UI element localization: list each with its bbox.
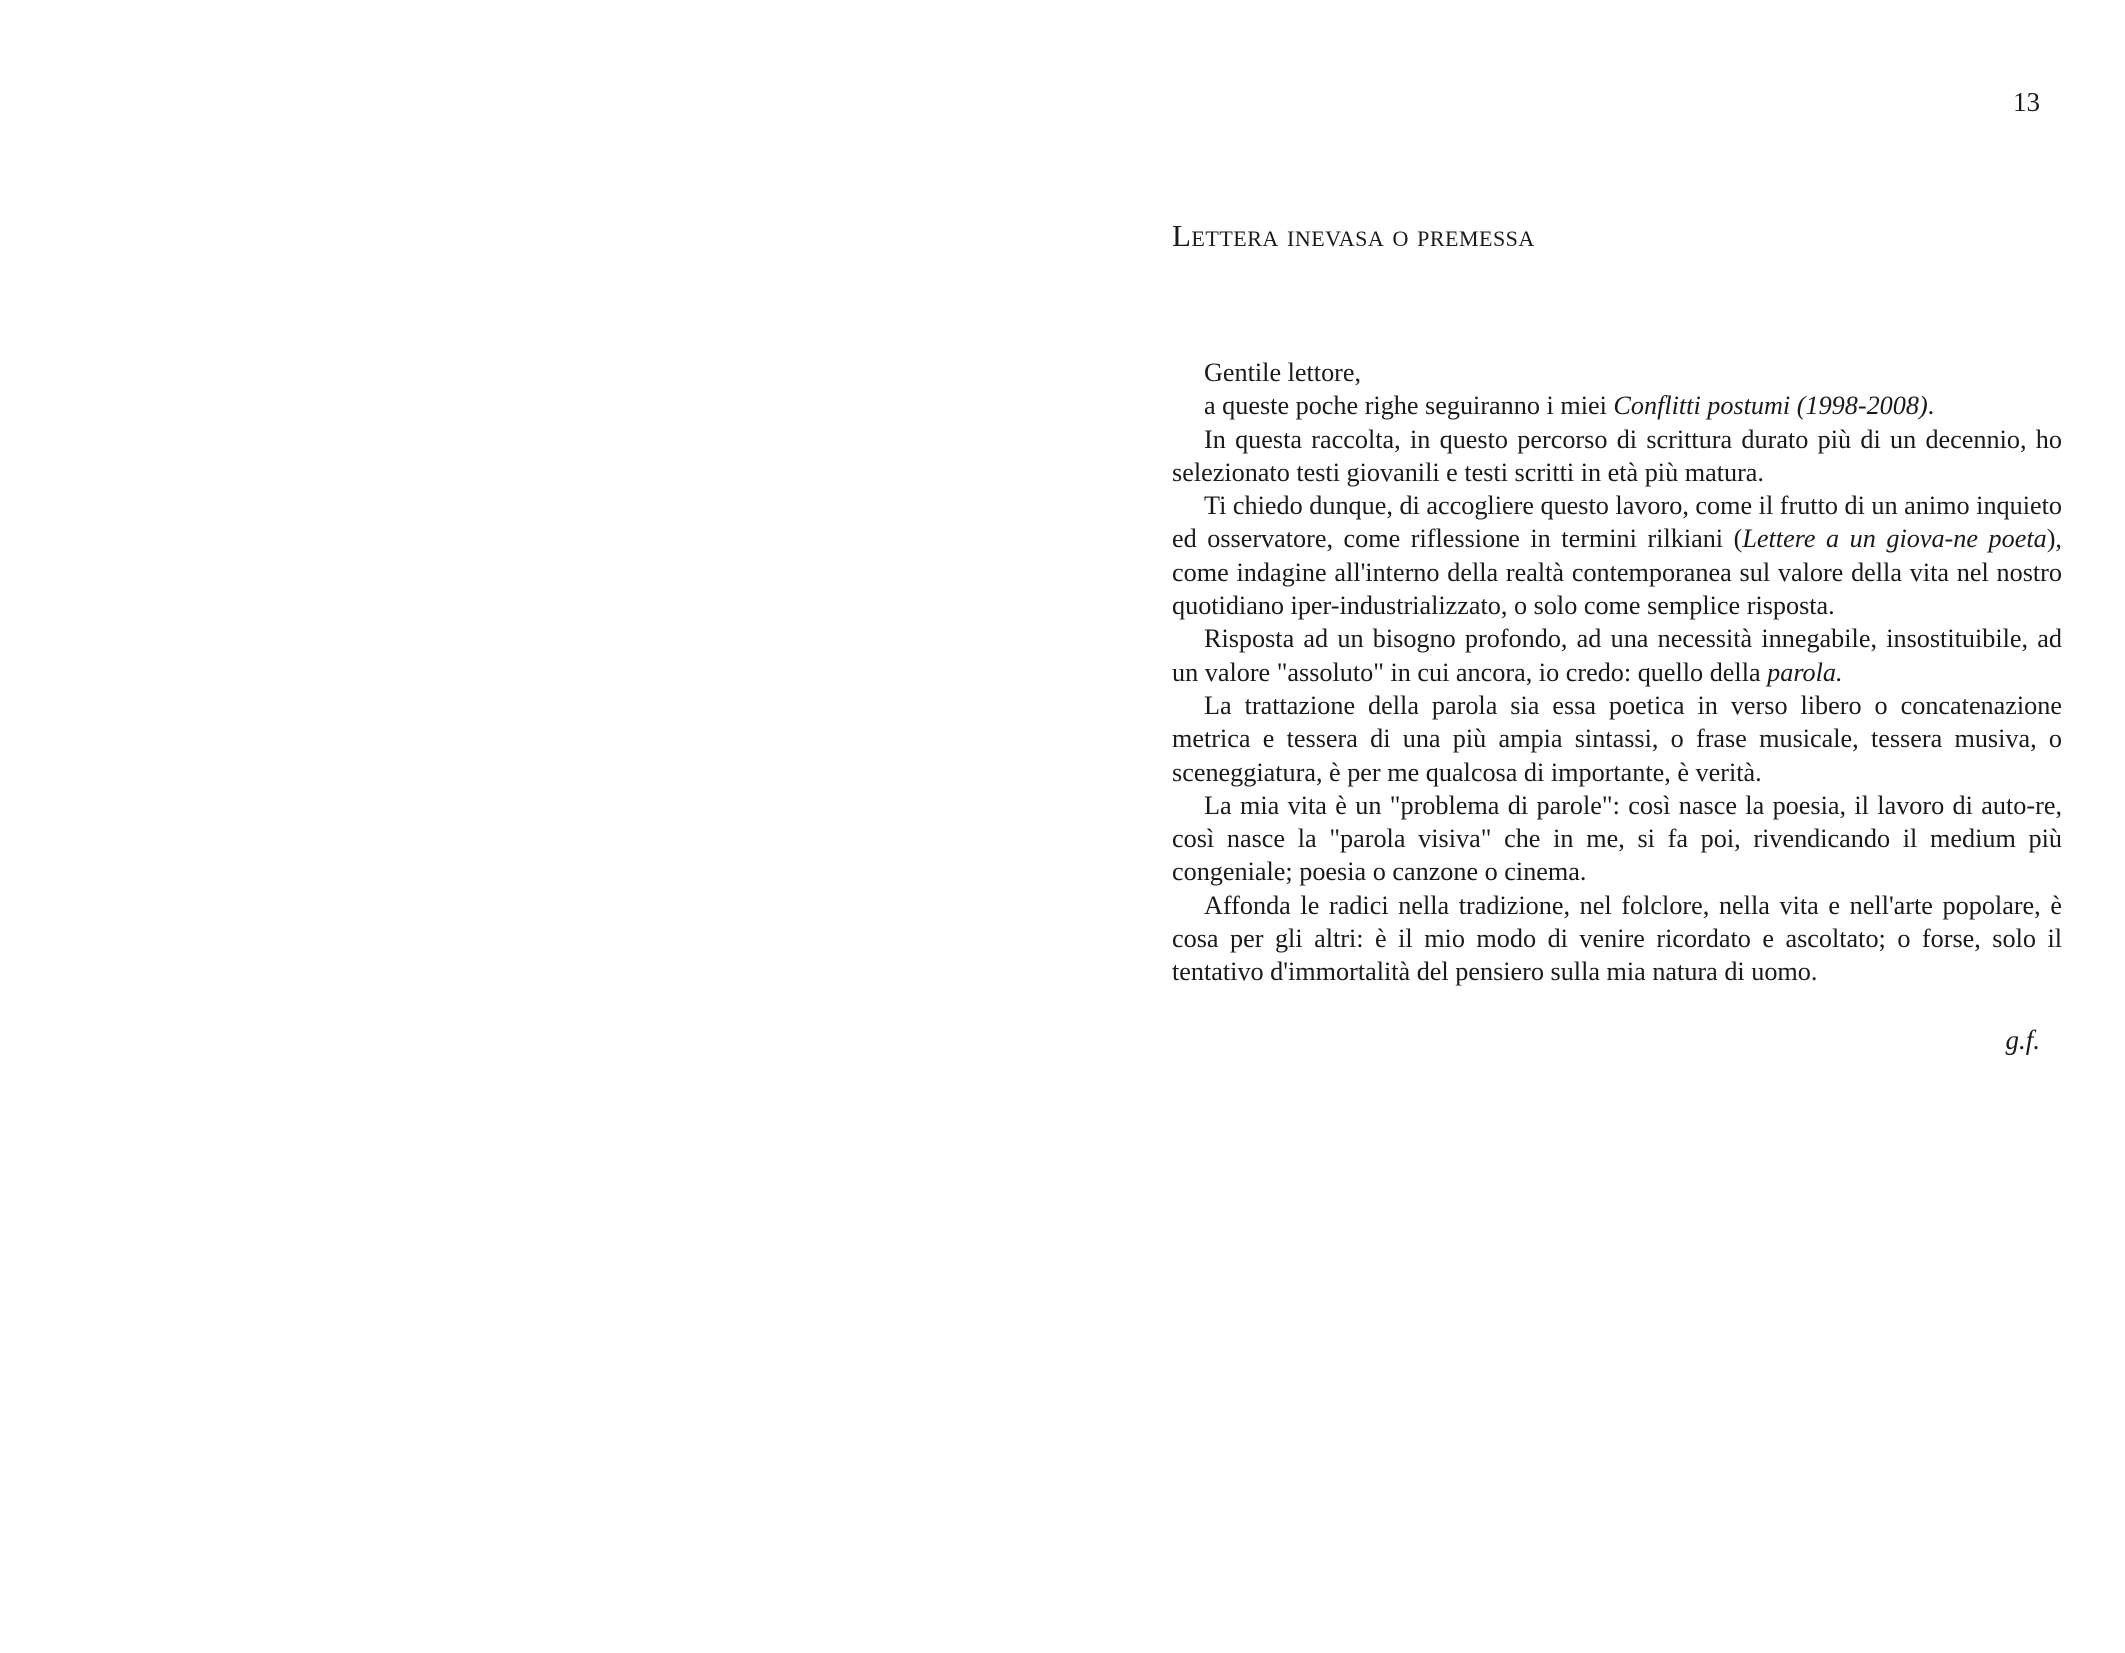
paragraph-roots <box>1172 889 2062 989</box>
paragraph-text: In questa raccolta, in questo percorso di scrittura durato più di un decennio, ho selezionato testi giovanili e testi scritti in età più matura. <box>1172 424 2062 487</box>
paragraph-response <box>1172 622 2062 689</box>
paragraph-text: La mia vita è un "problema di parole": così nasce la poesia, il lavoro di auto-re, così nasce la "parola visiva" che in me, si fa poi, rivendicando il medium più congeniale; poesia o canzone o cinema. <box>1172 790 2062 887</box>
paragraph-treatment <box>1172 689 2062 789</box>
letter-body <box>1172 356 2062 989</box>
signature-initials: g.f. <box>2005 1025 2040 1055</box>
paragraph-text: La trattazione della parola sia essa poetica in verso libero o concatenazione metrica e tessera di una più ampia sintassi, o frase musicale, tessera musiva, o sceneggiatura, è per me qualcosa di importante, è verità. <box>1172 690 2062 787</box>
page-number: 13 <box>2013 87 2040 117</box>
right-page <box>1062 0 2125 1653</box>
paragraph-text: Ti chiedo dunque, di accogliere questo lavoro, come il frutto di un animo inquieto ed osservatore, come riflessione in termini rilkiani ( <box>1172 491 2062 554</box>
paragraph-text: Affonda le radici nella tradizione, nel folclore, nella vita e nell'arte popolare, è cosa per gli altri: è il mio modo di venire ricordato e ascoltato; o forse, solo il tentativo d'immortalità del pensiero sulla mia natura di uomo. <box>1172 890 2062 987</box>
paragraph-life <box>1172 789 2062 889</box>
book-title-italic: Conflitti postumi (1998-2008) <box>1613 391 1928 421</box>
paragraph-collection <box>1172 423 2062 490</box>
paragraph-text: ), come indagine all'interno della realtà contemporanea sul valore della vita nel nostro quotidiano iper-industrializzato, o solo come semplice risposta. <box>1172 524 2062 621</box>
book-title-italic: Lettere a un giova-ne poeta <box>1742 524 2047 554</box>
paragraph-intro <box>1172 389 2062 422</box>
paragraph-request <box>1172 489 2062 622</box>
paragraph-text: . <box>1927 391 1935 421</box>
paragraph-text: Gentile lettore, <box>1204 358 1362 387</box>
paragraph-text: a queste poche righe seguiranno i miei <box>1204 391 1614 421</box>
emphasis-word: parola. <box>1767 657 1843 687</box>
chapter-title: Lettera inevasa o premessa <box>1172 218 1535 253</box>
left-page-blank <box>0 0 1062 1653</box>
paragraph-greeting <box>1172 356 2062 389</box>
paragraph-text: Risposta ad un bisogno profondo, ad una necessità innegabile, insostituibile, ad un valore "assoluto" in cui ancora, io credo: quello della <box>1172 624 2062 687</box>
